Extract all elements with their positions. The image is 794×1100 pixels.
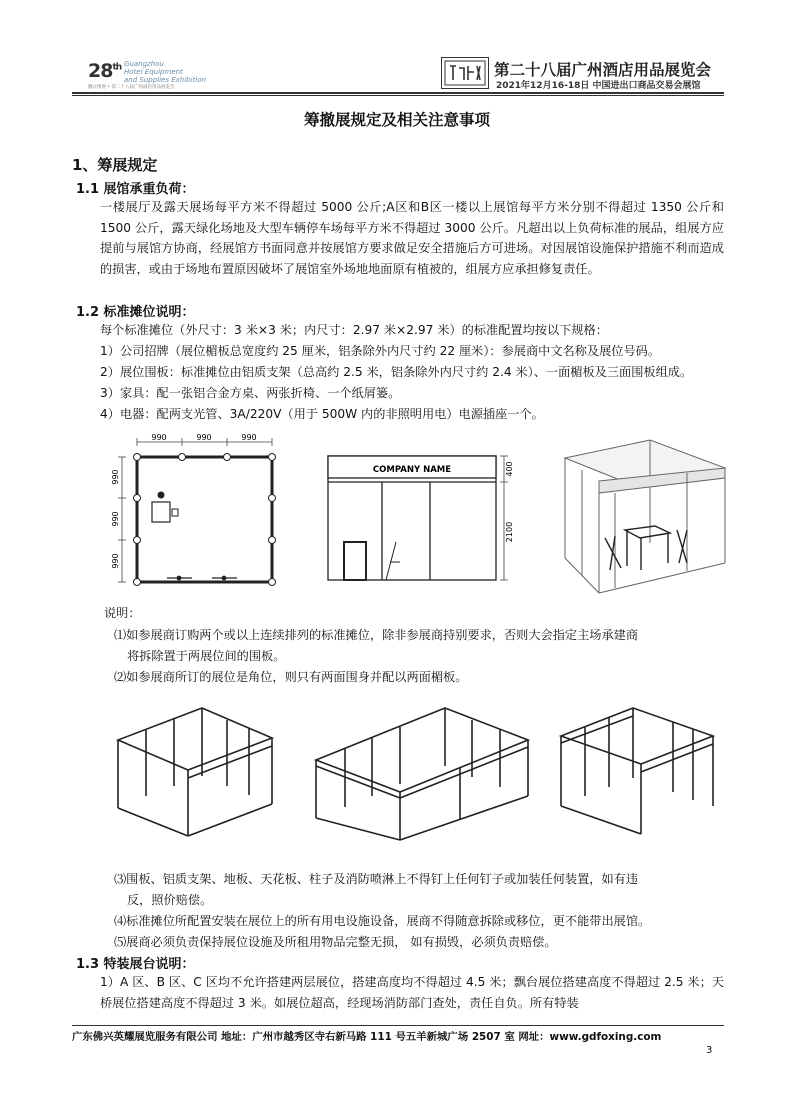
note-item-continued: 反，照价赔偿。 [127, 893, 213, 907]
booth-config-diagram-corner [555, 700, 720, 840]
note-item: ⑸展商必须负责保持展位设施及所租用物品完整无损， 如有损毁，必须负责赔偿。 [114, 935, 557, 949]
subsection-heading-1-3: 1.3 特装展台说明： [76, 957, 195, 972]
list-item: 4）电器：配两支光管、3A/220V（用于 500W 内的非照明用电）电源插座一个。 [100, 407, 544, 421]
header-logo-number: 28th [88, 60, 122, 82]
elevation-dim: 400 [505, 461, 514, 477]
plan-dim-top: 990 [196, 433, 212, 442]
header-rule [72, 92, 724, 94]
plan-dim-top: 990 [151, 433, 167, 442]
subsection-heading-1-2: 1.2 标准摊位说明： [76, 305, 195, 320]
note-item: ⑷标准摊位所配置安装在展位上的所有用电设施设备，展商不得随意拆除或移位，更不能带出展馆。 [114, 914, 651, 928]
special-booth-paragraph: 1）A 区、B 区、C 区均不允许搭建两层展位，搭建高度均不得超过 4.5 米；飘台展位搭建高度不得超过 2.5 米；天桥展位搭建高度不得超过 3 米。如展位超高，经现场消防部门查处，责任自负。所有特装 [100, 975, 724, 1010]
fascia-company-name: COMPANY NAME [372, 465, 452, 475]
standard-booth-intro: 每个标准摊位（外尺寸：3 米×3 米；内尺寸：2.97 米×2.97 米）的标准配置均按以下规格： [100, 323, 608, 337]
plan-dim-top: 990 [241, 433, 257, 442]
note-item-continued: 将拆除置于两展位间的围板。 [127, 649, 286, 663]
booth-elevation-diagram [322, 450, 522, 590]
notes-label: 说明： [104, 606, 141, 620]
load-bearing-paragraph: 一楼展厅及露天展场每平方米不得超过 5000 公斤;A区和B区一楼以上展馆每平方米分别不得超过 1350 公斤和 1500 公斤，露天绿化场地及大型车辆停车场每平方米不得超过 3000 公斤。凡超出以上负荷标准的展品，组展方应提前与展馆方协商，经展馆方书面同意并按展馆方要求做足安全措施后方可进场。对因展馆设施保护措施不利而造成的损害，或由于场地布置原因破坏了展馆室外场地地面原有植被的，组展方应承担修复责任。 [100, 200, 724, 276]
list-item: 2）展位围板：标准摊位由铝质支架（总高约 2.5 米，铝条除外内尺寸约 2.4 米）、一面楣板及三面围板组成。 [100, 365, 693, 379]
note-item: ⑴如参展商订购两个或以上连续排列的标准摊位，除非参展商持别要求，否则大会指定主场承建商 [114, 628, 639, 642]
header-logo-caption: 穗日博展 • 第二十八届广州酒店用品展览会 [88, 85, 175, 90]
header-title: 第二十八届广州酒店用品展览会 [494, 61, 712, 79]
header-rule-thin [72, 95, 724, 96]
elevation-dim: 2100 [505, 521, 514, 543]
booth-config-diagram-double [310, 700, 535, 845]
booth-config-diagram-single [112, 700, 277, 840]
list-item: 3）家具：配一张铝合金方桌、两张折椅、一个纸屑篓。 [100, 386, 401, 400]
note-item: ⑵如参展商所订的展位是角位，则只有两面围身并配以两面楣板。 [114, 670, 468, 684]
document-title: 筹撤展规定及相关注意事项 [303, 111, 490, 129]
plan-dim-left: 990 [111, 511, 120, 527]
section-heading: 1、筹展规定 [72, 156, 158, 174]
header-date: 2021年12月16-18日 中国进出口商品交易会展馆 [496, 81, 701, 91]
booth-floor-plan-diagram [112, 432, 292, 592]
exhibition-seal-icon [441, 57, 489, 89]
plan-dim-left: 990 [111, 469, 120, 485]
footer-rule [72, 1025, 724, 1026]
plan-dim-left: 990 [111, 553, 120, 569]
page-number: 3 [706, 1045, 713, 1056]
list-item: 1）公司招牌（展位楣板总宽度约 25 厘米，铝条除外内尺寸约 22 厘米）：参展商中文名称及展位号码。 [100, 344, 661, 358]
header-logo-english: Guangzhou Hotel Equipment and Supplies Exhibition [124, 60, 206, 84]
booth-3d-view-diagram [555, 438, 735, 603]
footer-company-info: 广东佛兴英耀展览服务有限公司 地址：广州市越秀区寺右新马路 111 号五羊新城广场 2507 室 网址：www.gdfoxing.com [72, 1031, 662, 1043]
subsection-heading-1-1: 1.1 展馆承重负荷： [76, 182, 195, 197]
note-item: ⑶围板、铝质支架、地板、天花板、柱子及消防喷淋上不得钉上任何钉子或加装任何装置，如有违 [114, 872, 639, 886]
